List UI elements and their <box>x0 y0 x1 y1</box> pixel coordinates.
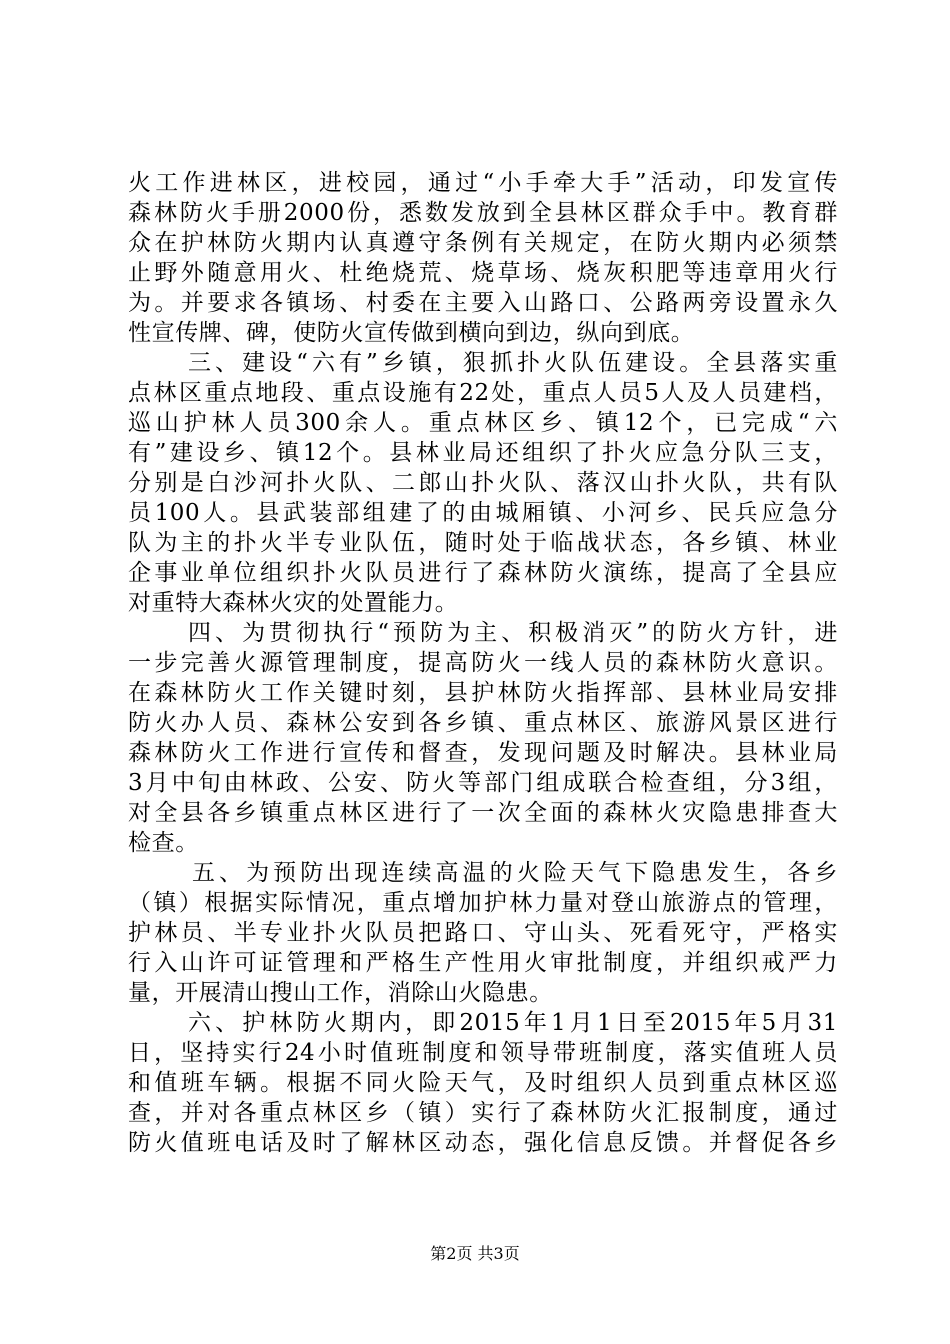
text-line: 护林员、半专业扑火队员把路口、守山头、死看死守，严格实 <box>128 920 838 946</box>
text-line: 分别是白沙河扑火队、二郎山扑火队、落汉山扑火队，共有队 <box>128 470 838 496</box>
text-line: 性宣传牌、碑，使防火宣传做到横向到边，纵向到底。 <box>128 320 695 346</box>
text-line: 量，开展清山搜山工作，消除山火隐患。 <box>128 980 553 1006</box>
text-line: 巡山护林人员300余人。重点林区乡、镇12个，已完成“六 <box>128 410 838 436</box>
text-line: 检查。 <box>128 830 199 856</box>
text-line: 查，并对各重点林区乡（镇）实行了森林防火汇报制度，通过 <box>128 1100 838 1126</box>
text-line: 对全县各乡镇重点林区进行了一次全面的森林火灾隐患排查大 <box>128 800 838 826</box>
text-line: 一步完善火源管理制度，提高防火一线人员的森林防火意识。 <box>128 650 838 676</box>
text-line: 在森林防火工作关键时刻，县护林防火指挥部、县林业局安排 <box>128 680 838 706</box>
text-line: 森林防火手册2000份，悉数发放到全县林区群众手中。教育群 <box>128 200 838 226</box>
document-body <box>128 168 838 1158</box>
text-line: 队为主的扑火半专业队伍，随时处于临战状态，各乡镇、林业 <box>128 530 838 556</box>
text-line: 众在护林防火期内认真遵守条例有关规定，在防火期内必须禁 <box>128 230 838 256</box>
text-line: 防火值班电话及时了解林区动态，强化信息反馈。并督促各乡 <box>128 1130 838 1156</box>
text-line: 员100人。县武装部组建了的由城厢镇、小河乡、民兵应急分 <box>128 500 838 526</box>
paragraph-three-heading-line: 三、建设“六有”乡镇，狠抓扑火队伍建设。全县落实重 <box>188 350 838 376</box>
text-line: 有”建设乡、镇12个。县林业局还组织了扑火应急分队三支， <box>128 440 838 466</box>
text-line: （镇）根据实际情况，重点增加护林力量对登山旅游点的管理， <box>128 890 838 916</box>
text-line: 日，坚持实行24小时值班制度和领导带班制度，落实值班人员 <box>128 1040 838 1066</box>
paragraph-five-heading-line: 五、为预防出现连续高温的火险天气下隐患发生，各乡 <box>192 860 838 886</box>
text-line: 止野外随意用火、杜绝烧荒、烧草场、烧灰积肥等违章用火行 <box>128 260 838 286</box>
text-line: 点林区重点地段、重点设施有22处，重点人员5人及人员建档， <box>128 380 838 406</box>
text-line: 防火办人员、森林公安到各乡镇、重点林区、旅游风景区进行 <box>128 710 838 736</box>
text-line: 森林防火工作进行宣传和督查，发现问题及时解决。县林业局 <box>128 740 838 766</box>
text-line: 和值班车辆。根据不同火险天气，及时组织人员到重点林区巡 <box>128 1070 838 1096</box>
paragraph-six-heading-line: 六、护林防火期内，即2015年1月1日至2015年5月31 <box>188 1010 838 1036</box>
text-line: 企事业单位组织扑火队员进行了森林防火演练，提高了全县应 <box>128 560 838 586</box>
text-line: 行入山许可证管理和严格生产性用火审批制度，并组织戒严力 <box>128 950 838 976</box>
text-line: 3月中旬由林政、公安、防火等部门组成联合检查组，分3组， <box>128 770 838 796</box>
page-number-footer: 第2页 共3页 <box>430 1244 520 1263</box>
text-line: 火工作进林区，进校园，通过“小手牵大手”活动，印发宣传 <box>128 170 838 196</box>
text-line: 对重特大森林火灾的处置能力。 <box>128 590 459 616</box>
paragraph-four-heading-line: 四、为贯彻执行“预防为主、积极消灭”的防火方针，进 <box>188 620 838 646</box>
text-line: 为。并要求各镇场、村委在主要入山路口、公路两旁设置永久 <box>128 290 838 316</box>
